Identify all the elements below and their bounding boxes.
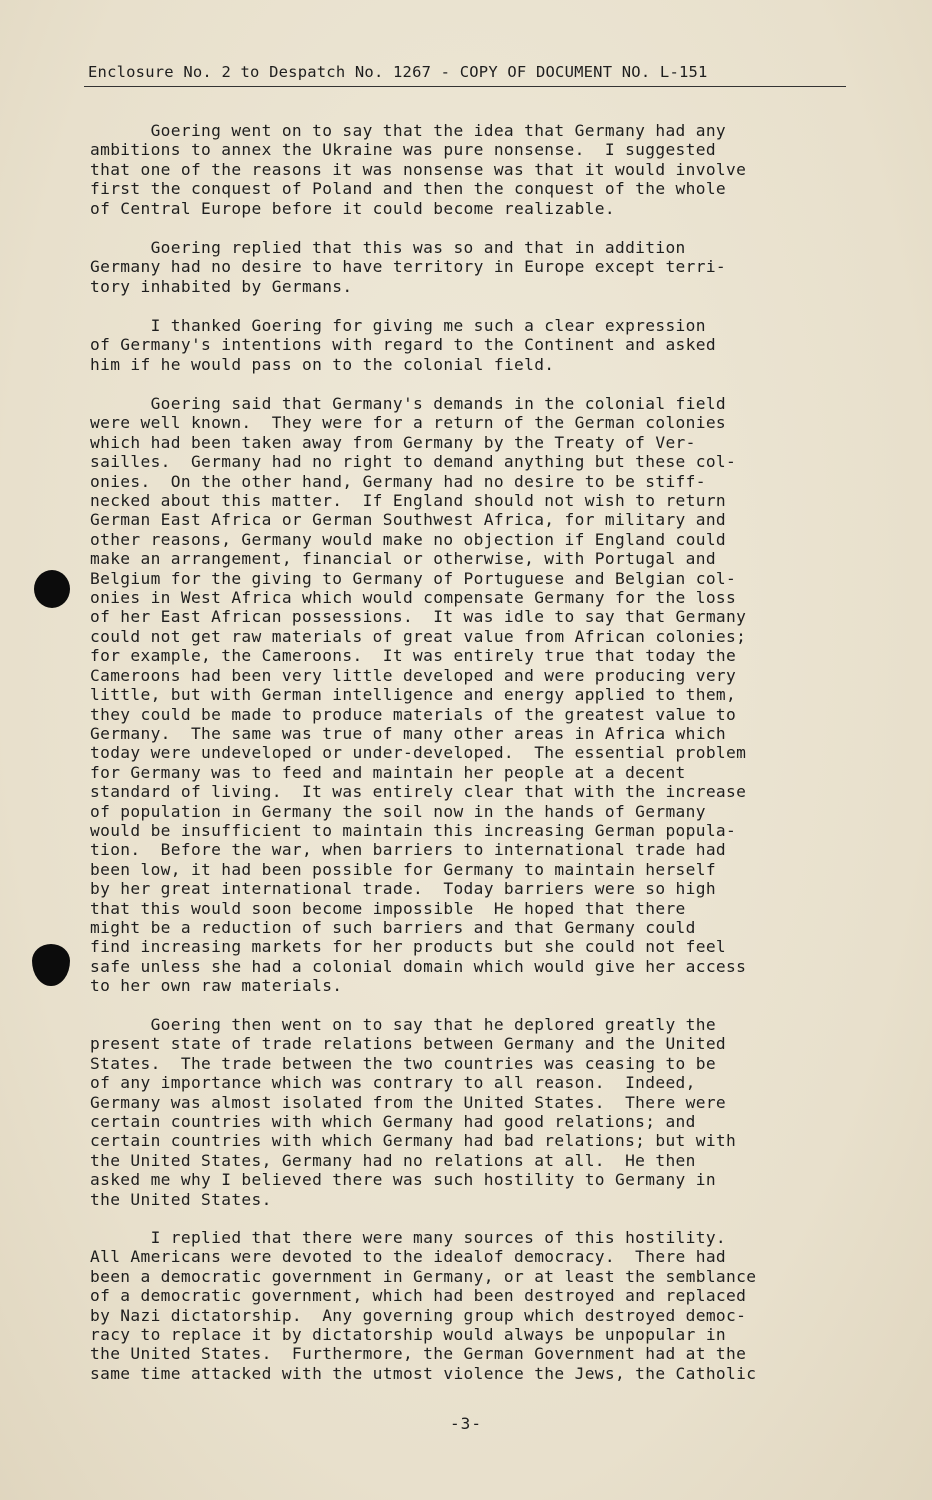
- binder-punch-hole: [34, 570, 70, 608]
- paragraph-territory: Goering replied that this was so and that in addition Germany had no desire to have territory in Europe except terri- tory inhabited by Germans.: [90, 238, 727, 296]
- document-header: Enclosure No. 2 to Despatch No. 1267 - COPY OF DOCUMENT NO. L-151: [88, 63, 708, 81]
- paragraph-ukraine: Goering went on to say that the idea that Germany had any ambitions to annex the Ukraine was pure nonsense. I suggested that one of the reasons it was nonsense was that it would involve first the conquest of Poland and then the conquest of the whole of Central Europe before it could become realizable.: [90, 121, 747, 218]
- paragraph-trade-relations: Goering then went on to say that he deplored greatly the present state of trade relations between Germany and the United States. The trade between the two countries was ceasing to be of any importance which was contrary to all reason. Indeed, Germany was almost isolated from the United States. There were certain countries with which Germany had good relations; and certain countries with which Germany had bad relations; but with the United States, Germany had no relations at all. He then asked me why I believed there was such hostility to Germany in the United States.: [90, 1015, 737, 1209]
- paragraph-thanks: I thanked Goering for giving me such a clear expression of Germany's intentions with regard to the Continent and asked him if he would pass on to the colonial field.: [90, 316, 716, 374]
- page-number: -3-: [450, 1414, 482, 1433]
- header-underline: [84, 86, 846, 87]
- paragraph-colonial-demands: Goering said that Germany's demands in the colonial field were well known. They were for a return of the German colonies which had been taken away from Germany by the Treaty of Ver- sailles. Germany had no right to demand anything but these col- onies. On the other hand, Germany had no desire to be stiff- necked about this matter. If England should not wish to return German East Africa or German Southwest Africa, for military and other reasons, Germany would make no objection if England could make an arrangement, financial or otherwise, with Portugal and Belgium for the giving to Germany of Portuguese and Belgian col- onies in West Africa which would compensate Germany for the loss of her East African possessions. It was idle to say that Germany could not get raw materials of great value from African colonies; for example, the Cameroons. It was entirely true that today the Cameroons had been very little developed and were producing very little, but with German intelligence and energy applied to them, they could be made to produce materials of the greatest value to Germany. The same was true of many other areas in Africa which today were undeveloped or under-developed. The essential problem for Germany was to feed and maintain her people at a decent standard of living. It was entirely clear that with the increase of population in Germany the soil now in the hands of Germany would be insufficient to maintain this increasing German popula- tion. Before the war, when barriers to international trade had been low, it had been possible for Germany to maintain herself by her great international trade. Today barriers were so high that this would soon become impossible He hoped that there might be a reduction of such barriers and that Germany could find increasing markets for her products but she could not feel safe unless she had a colonial domain which would give her access to her own raw materials.: [90, 394, 747, 996]
- paragraph-hostility-reply: I replied that there were many sources of this hostility. All Americans were devoted to the idealof democracy. There had been a democratic government in Germany, or at least the semblance of a democratic government, which had been destroyed and replaced by Nazi dictatorship. Any governing group which destroyed democ- racy to replace it by dictatorship would always be unpopular in the United States. Furthermore, the German Government had at the same time attacked with the utmost violence the Jews, the Catholic: [90, 1228, 757, 1383]
